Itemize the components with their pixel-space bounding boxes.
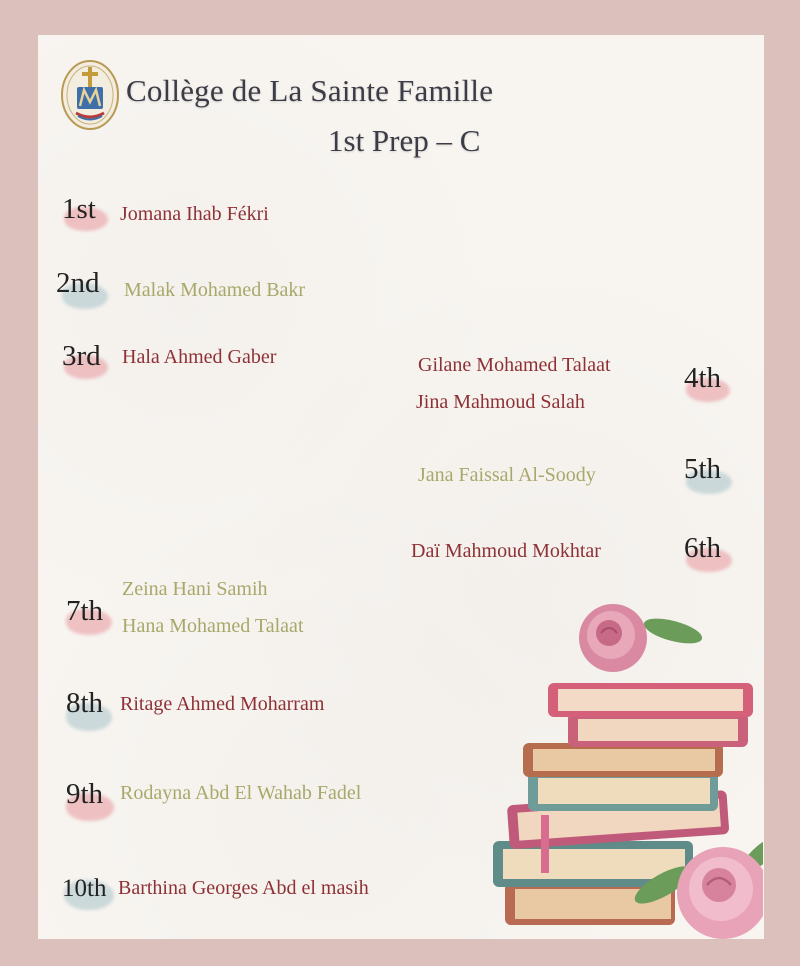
student-name: Zeina Hani Samih — [122, 578, 268, 600]
honor-roll-card — [38, 35, 764, 939]
rank-label: 5th — [684, 453, 722, 485]
student-name: Hala Ahmed Gaber — [122, 346, 277, 368]
student-name: Malak Mohamed Bakr — [124, 279, 306, 301]
rank-label: 1st — [62, 193, 96, 225]
rank-label: 4th — [684, 362, 722, 394]
school-name: Collège de La Sainte Famille — [126, 73, 494, 108]
school-crest-logo — [60, 59, 120, 131]
rank-label: 7th — [66, 595, 104, 627]
student-name: Gilane Mohamed Talaat — [418, 354, 611, 376]
rank-label: 3rd — [62, 340, 101, 372]
stacked-books-with-roses-illustration — [463, 593, 763, 939]
student-name: Hana Mohamed Talaat — [122, 615, 304, 637]
class-name: 1st Prep – C — [328, 123, 481, 158]
student-name: Ritage Ahmed Moharram — [120, 693, 325, 715]
student-name: Daï Mahmoud Mokhtar — [411, 540, 601, 562]
rank-label: 2nd — [56, 267, 100, 299]
student-name: Jana Faissal Al-Soody — [418, 464, 596, 486]
student-name: Rodayna Abd El Wahab Fadel — [120, 782, 362, 804]
rank-label: 6th — [684, 532, 722, 564]
rank-label: 9th — [66, 778, 104, 810]
student-name: Jina Mahmoud Salah — [416, 391, 585, 413]
rank-label: 8th — [66, 687, 104, 719]
student-name: Jomana Ihab Fékri — [120, 203, 269, 225]
student-name: Barthina Georges Abd el masih — [118, 877, 369, 899]
rank-label: 10th — [62, 875, 107, 902]
